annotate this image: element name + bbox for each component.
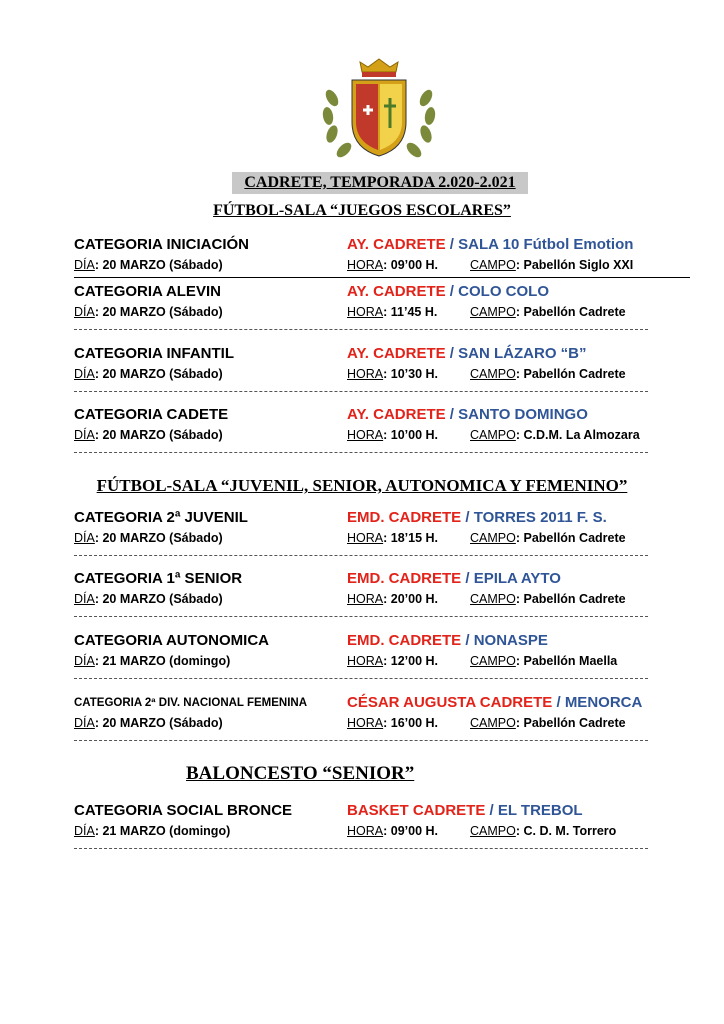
match-entry — [74, 283, 654, 323]
match-venue: CAMPO: Pabellón Siglo XXI — [470, 258, 634, 272]
match-entry — [74, 632, 654, 672]
match-day: DÍA: 20 MARZO (Sábado) — [74, 531, 223, 545]
divider — [74, 277, 690, 278]
match-teams: EMD. CADRETE / NONASPE — [347, 632, 548, 649]
category-label: CATEGORIA INICIACIÓN — [74, 236, 249, 253]
divider — [74, 616, 648, 617]
match-teams: EMD. CADRETE / TORRES 2011 F. S. — [347, 509, 607, 526]
section-heading-juvenil-senior: FÚTBOL-SALA “JUVENIL, SENIOR, AUTONOMICA Y FEMENINO” — [96, 476, 628, 495]
match-day: DÍA: 20 MARZO (Sábado) — [74, 305, 223, 319]
club-crest-logo — [318, 58, 440, 168]
match-venue: CAMPO: Pabellón Maella — [470, 654, 618, 668]
match-venue: CAMPO: Pabellón Cadrete — [470, 531, 626, 545]
match-time: HORA: 12’00 H. — [347, 654, 439, 668]
match-day: DÍA: 21 MARZO (domingo) — [74, 654, 231, 668]
match-day: DÍA: 21 MARZO (domingo) — [74, 824, 231, 838]
match-time: HORA: 10’30 H. — [347, 367, 439, 381]
match-venue: CAMPO: C.D.M. La Almozara — [470, 428, 640, 442]
category-label: CATEGORIA ALEVIN — [74, 283, 221, 300]
divider — [74, 555, 648, 556]
match-venue: CAMPO: Pabellón Cadrete — [470, 592, 626, 606]
match-teams: AY. CADRETE / COLO COLO — [347, 283, 549, 300]
match-venue: CAMPO: Pabellón Cadrete — [470, 305, 626, 319]
category-label: CATEGORIA INFANTIL — [74, 345, 234, 362]
divider — [74, 678, 648, 679]
match-entry — [74, 406, 654, 446]
match-entry — [74, 570, 654, 610]
category-label: CATEGORIA SOCIAL BRONCE — [74, 802, 293, 819]
match-teams: AY. CADRETE / SAN LÁZARO “B” — [347, 345, 587, 362]
match-venue: CAMPO: Pabellón Cadrete — [470, 367, 626, 381]
category-label: CATEGORIA CADETE — [74, 406, 229, 423]
match-teams: AY. CADRETE / SANTO DOMINGO — [347, 406, 588, 423]
match-day: DÍA: 20 MARZO (Sábado) — [74, 258, 223, 272]
match-day: DÍA: 20 MARZO (Sábado) — [74, 592, 223, 606]
divider — [74, 391, 648, 392]
match-time: HORA: 16’00 H. — [347, 716, 439, 730]
match-day: DÍA: 20 MARZO (Sábado) — [74, 716, 223, 730]
category-label: CATEGORIA 2ª DIV. NACIONAL FEMENINA — [74, 697, 307, 709]
match-day: DÍA: 20 MARZO (Sábado) — [74, 367, 223, 381]
page-title: CADRETE, TEMPORADA 2.020-2.021 — [232, 172, 528, 194]
match-teams: CÉSAR AUGUSTA CADRETE / MENORCA — [347, 694, 643, 711]
match-entry — [74, 509, 654, 549]
divider — [74, 452, 648, 453]
match-teams: BASKET CADRETE / EL TREBOL — [347, 802, 583, 819]
match-time: HORA: 09’00 H. — [347, 258, 439, 272]
category-label: CATEGORIA 1ª SENIOR — [74, 570, 243, 587]
section-heading-juegos-escolares: FÚTBOL-SALA “JUEGOS ESCOLARES” — [213, 202, 511, 219]
match-teams: AY. CADRETE / SALA 10 Fútbol Emotion — [347, 236, 634, 253]
match-day: DÍA: 20 MARZO (Sábado) — [74, 428, 223, 442]
match-time: HORA: 09’00 H. — [347, 824, 439, 838]
match-time: HORA: 18’15 H. — [347, 531, 439, 545]
match-entry — [74, 236, 654, 276]
divider — [74, 848, 648, 849]
divider — [74, 740, 648, 741]
match-entry — [74, 694, 654, 734]
divider — [74, 329, 648, 330]
match-time: HORA: 11’45 H. — [347, 305, 438, 319]
category-label: CATEGORIA 2ª JUVENIL — [74, 509, 248, 526]
match-teams: EMD. CADRETE / EPILA AYTO — [347, 570, 561, 587]
category-label: CATEGORIA AUTONOMICA — [74, 632, 269, 649]
match-time: HORA: 20’00 H. — [347, 592, 439, 606]
match-time: HORA: 10’00 H. — [347, 428, 439, 442]
section-heading-baloncesto: BALONCESTO “SENIOR” — [186, 763, 415, 784]
match-entry — [74, 345, 654, 385]
match-venue: CAMPO: Pabellón Cadrete — [470, 716, 626, 730]
match-venue: CAMPO: C. D. M. Torrero — [470, 824, 617, 838]
match-entry — [74, 802, 654, 842]
